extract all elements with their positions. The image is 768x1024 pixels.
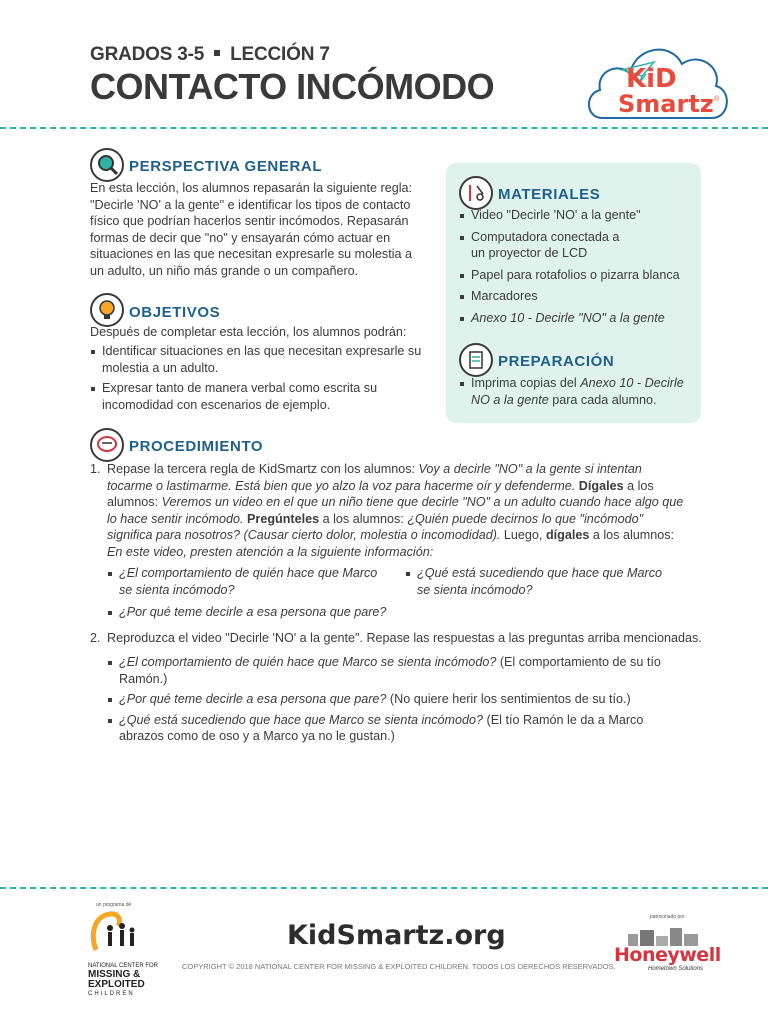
step-2-text: Reproduzca el video "Decirle 'NO' a la gente". Repase las respuestas a las preguntas arriba mencionadas. [107,631,702,645]
step1-rule: Voy a decirle "NO" a la gente si intentan tocarme o lastimarme. Está bien que yo alzo la voz para hacerme oír y defenderme. [107,462,642,493]
copyright-text: COPYRIGHT © 2018 NATIONAL CENTER FOR MISSING & EXPLOITED CHILDREN. TODOS LOS DERECHOS RESERVADOS. [182,962,616,971]
ncmec-line1: NATIONAL CENTER FOR [88,963,159,969]
step1-part: a los alumnos: [319,511,408,526]
grade-label: GRADOS 3-5 [90,44,205,65]
list-item: ¿Qué está sucediendo que hace que Marco se sienta incómodo? [405,565,675,598]
list-item: Computadora conectada a un proyector de LCD [459,229,621,262]
logo-registered: ® [714,96,720,103]
answer-text: (El tío Ramón le da a Marco abrazos como de oso y a Marco ya no le gustan.) [119,712,644,743]
list-item: ¿Por qué teme decirle a esa persona que pare? [107,604,387,621]
answer-question: ¿Qué está sucediendo que hace que Marco se sienta incómodo? [119,712,484,727]
step1-italic: Veremos un video en el que un niño tiene que decirle "NO" a un adulto cuando hace algo que lo hace sentir incómodo. [107,495,684,526]
step1-part: a los alumnos: [107,478,654,509]
step-1-text [107,461,687,560]
step1-bold: Pregúnteles [243,511,320,526]
checklist-icon [459,343,493,377]
step1-part: Repase la tercera regla de KidSmartz con los alumnos: [107,462,419,476]
preparacion-heading: PREPARACIÓN [498,353,615,370]
step-1-number: 1. [90,462,101,476]
honeywell-wordmark: Honeywell [614,944,721,966]
objetivos-heading: OBJETIVOS [129,304,221,321]
objetivos-list [90,343,430,413]
step-2-answers [107,654,677,745]
step1-bold: dígales [545,528,590,542]
kidsmartz-logo [582,30,732,140]
honeywell-logo [614,924,724,980]
step1-bold: Dígales [575,478,624,493]
list-item: Papel para rotafolios o pizarra blanca [459,267,691,284]
list-item: Anexo 10 - Decirle "NO" a la gente [459,310,691,327]
grade-lesson-line [90,44,330,66]
ncmec-logo [88,910,168,997]
prep-text-pre: Imprima copias del [471,376,581,390]
step-1-questions-left [107,565,387,621]
lesson-label: LECCIÓN 7 [230,44,330,65]
step1-italic: En este video, presten atención a la siguiente información: [107,544,434,559]
materiales-list [459,207,691,326]
hometown-solutions: Hometown Solutions [648,966,704,972]
step-1-questions-right [405,565,675,598]
sponsored-by-label: patrocinado por [650,914,685,920]
perspectiva-text: En esta lección, los alumnos repasarán la siguiente regla: "Decirle 'NO' a la gente" e identificar los tipos de contacto físico que podrían hacerlos sentir incómodos. Repasarán formas de decir que "no" y ensayarán cómo actuar en situaciones en las que necesitan expresarle su molestia a un adulto, un niño más grande o un compañero. [90,181,413,278]
step1-part: a los alumnos: [589,528,675,542]
magnifier-icon [90,148,124,182]
logo-kid: KiD [626,64,677,94]
ncmec-children-icon [88,910,138,958]
program-of-label: un programa de [96,902,132,908]
separator-square [214,50,220,56]
procedimiento-heading: PROCEDIMIENTO [129,438,264,455]
list-item [459,375,689,408]
objetivos-intro: Después de completar esta lección, los alumnos podrán: [90,325,407,339]
speech-bubble-icon [90,428,124,462]
scissors-icon [459,176,493,210]
ncmec-line2: MISSING & [88,969,141,980]
answer-text: (El comportamiento de su tío Ramón.) [119,655,661,686]
town-skyline-icon [614,924,714,946]
logo-smartz: Smartz [618,90,714,118]
perspectiva-heading: PERSPECTIVA GENERAL [129,158,323,175]
preparacion-list [459,375,689,408]
list-item: Expresar tanto de manera verbal como escrita su incomodidad con escenarios de ejemplo. [90,380,430,413]
list-item [107,712,677,745]
ncmec-line3: EXPLOITED [88,979,145,990]
answer-question: ¿Por qué teme decirle a esa persona que pare? [119,692,387,706]
prep-text-em: Anexo 10 - Decirle NO a la gente [471,376,684,407]
list-item [107,654,677,687]
list-item: Video "Decirle 'NO' a la gente" [459,207,691,224]
ncmec-line4: CHILDREN [88,991,135,997]
answer-question: ¿El comportamiento de quién hace que Marco se sienta incómodo? [119,655,497,669]
materiales-heading: MATERIALES [498,186,601,203]
kidsmartz-url[interactable]: KidSmartz.org [287,920,506,951]
lightbulb-icon [90,293,124,327]
bottom-divider [0,887,768,889]
step-2-number: 2. [90,631,101,645]
list-item [107,691,677,708]
list-item: ¿El comportamiento de quién hace que Marco se sienta incómodo? [107,565,387,598]
prep-text-post: para cada alumno. [548,392,657,407]
top-divider [0,127,768,129]
page-title: CONTACTO INCÓMODO [90,66,495,107]
list-item: Identificar situaciones en las que necesitan expresarle su molestia a un adulto. [90,343,430,376]
answer-text: (No quiere herir los sentimientos de su tío.) [386,692,631,706]
step1-italic: ¿Quién puede decirnos lo que "incómodo" significa para nosotros? (Causar cierto dolor, molestia o incomodidad). [107,511,644,542]
step1-part: Luego, [500,528,546,542]
list-item: Marcadores [459,288,691,305]
